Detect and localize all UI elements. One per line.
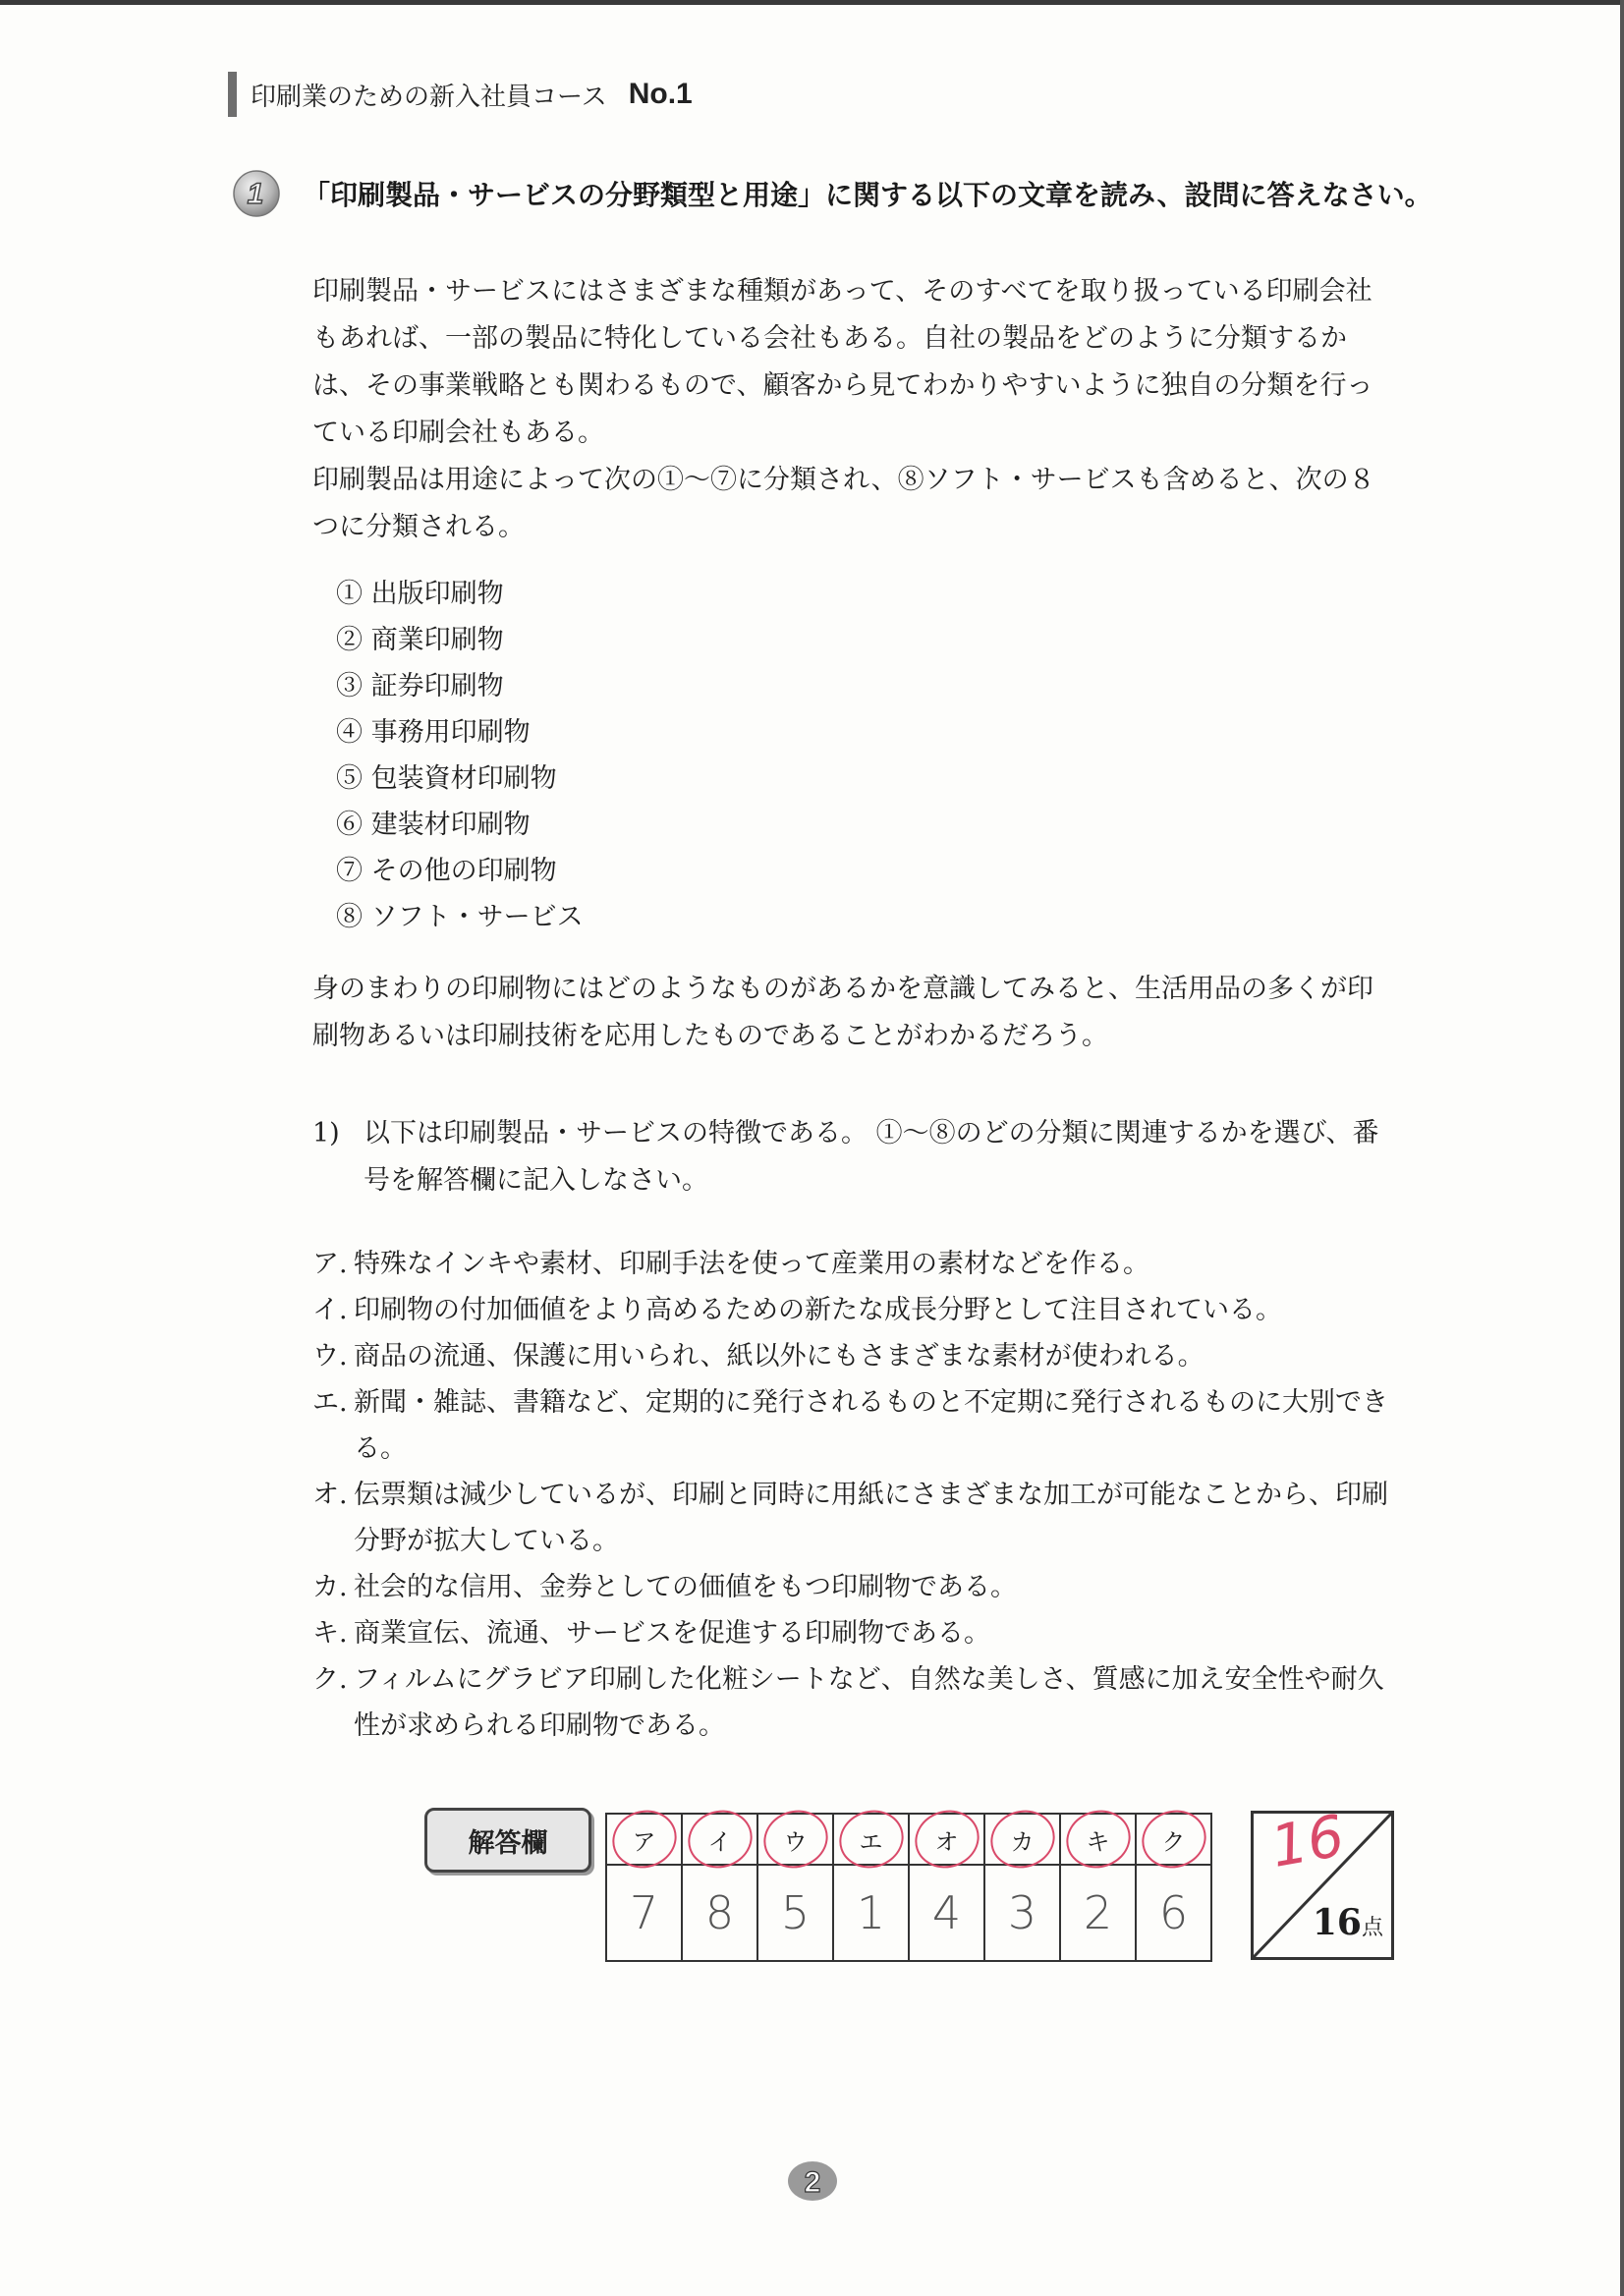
list-item: ④ 事務用印刷物	[336, 717, 531, 748]
answer-header-cell: ク	[1136, 1814, 1211, 1865]
page-number: 2	[804, 2166, 821, 2199]
statement-label: ア.	[312, 1249, 348, 1279]
answer-value-cell: 1	[833, 1865, 909, 1961]
answer-value-cell: 6	[1136, 1865, 1211, 1961]
closing-text: 身のまわりの印刷物にはどのようなものがあるかを意識してみると、生活用品の多くが印刷物あるいは印刷技術を応用したものであることがわかるだろう。	[312, 974, 1373, 1051]
answer-value-row	[606, 1865, 1211, 1961]
intro-line-1: 印刷製品・サービスにはさまざまな種類があって、そのすべてを取り扱っている印刷会社もあれば、一部の製品に特化している会社もある。自社の製品をどのように分類するかは、その事業戦略とも関わるもので、顧客から見てわかりやすいように独自の分類を行っている印刷会社もある。	[312, 276, 1373, 448]
statement-text: 新聞・雑誌、書籍など、定期的に発行されるものと不定期に発行されるものに大別できる。	[354, 1387, 1388, 1464]
statement-label: オ.	[312, 1480, 348, 1510]
score-earned: 16	[1265, 1802, 1350, 1880]
category-list	[336, 571, 584, 940]
answer-value-cell: 5	[757, 1865, 833, 1961]
statement-label: ク.	[312, 1664, 348, 1695]
statement-item	[312, 1241, 1393, 1287]
answer-value-cell: 4	[909, 1865, 984, 1961]
statement-text: 特殊なインキや素材、印刷手法を使って産業用の素材などを作る。	[354, 1249, 1149, 1279]
statement-item	[312, 1472, 1393, 1564]
statement-label: イ.	[312, 1295, 348, 1325]
subquestion	[312, 1110, 1393, 1204]
question-badge-number: 1	[247, 178, 264, 210]
closing-paragraph	[312, 966, 1393, 1060]
statement-text: 商業宣伝、流通、サービスを促進する印刷物である。	[354, 1618, 990, 1649]
right-border	[1620, 0, 1624, 2296]
statement-item	[312, 1656, 1393, 1749]
answer-value-cell: 8	[682, 1865, 757, 1961]
statement-item	[312, 1564, 1393, 1610]
statement-label: ウ.	[312, 1341, 348, 1372]
statement-item	[312, 1379, 1393, 1472]
statement-label: エ.	[312, 1387, 348, 1418]
statement-text: 伝票類は減少しているが、印刷と同時に用紙にさまざまな加工が可能なことから、印刷分野が拡大している。	[354, 1480, 1388, 1556]
answer-value-cell: 2	[1060, 1865, 1136, 1961]
list-item: ② 商業印刷物	[336, 625, 504, 655]
top-border	[0, 0, 1624, 5]
statement-text: 印刷物の付加価値をより高めるための新たな成長分野として注目されている。	[354, 1295, 1282, 1325]
statement-text: 商品の流通、保護に用いられ、紙以外にもさまざまな素材が使われる。	[354, 1341, 1204, 1372]
question-badge	[232, 169, 281, 218]
score-total: 16	[1312, 1902, 1362, 1943]
list-item: ⑤ 包装資材印刷物	[336, 763, 557, 794]
score-total-wrap	[1313, 1902, 1383, 1943]
answer-header-cell: エ	[833, 1814, 909, 1865]
header-bar	[228, 72, 237, 117]
list-item: ⑦ その他の印刷物	[336, 856, 557, 886]
intro-paragraph	[312, 268, 1393, 551]
list-item: ⑧ ソフト・サービス	[336, 902, 584, 932]
answer-header-cell: カ	[984, 1814, 1060, 1865]
statement-label: キ.	[312, 1618, 348, 1649]
intro-line-2: 印刷製品は用途によって次の①～⑦に分類され、⑧ソフト・サービスも含めると、次の８つに分類される。	[312, 465, 1375, 542]
statement-label: カ.	[312, 1572, 348, 1602]
answer-header-row	[606, 1814, 1211, 1865]
course-number: No.1	[628, 78, 693, 110]
subquestion-number: 1)	[312, 1118, 340, 1148]
question-text: 「印刷製品・サービスの分野類型と用途」に関する以下の文章を読み、設問に答えなさい。	[303, 179, 1432, 211]
score-unit: 点	[1361, 1916, 1383, 1940]
answer-label: 解答欄	[424, 1808, 591, 1873]
course-title: 印刷業のための新入社員コース	[251, 82, 607, 112]
page-header	[228, 72, 693, 117]
answer-header-cell: ウ	[757, 1814, 833, 1865]
subquestion-text: 以下は印刷製品・サービスの特徴である。 ①～⑧のどの分類に関連するかを選び、番号を解答欄に記入しなさい。	[364, 1118, 1379, 1196]
statement-text: フィルムにグラビア印刷した化粧シートなど、自然な美しさ、質感に加え安全性や耐久性が求められる印刷物である。	[354, 1664, 1384, 1741]
statement-item	[312, 1333, 1393, 1379]
list-item: ① 出版印刷物	[336, 579, 504, 609]
answer-header-cell: キ	[1060, 1814, 1136, 1865]
statement-item	[312, 1287, 1393, 1333]
answer-header-cell: オ	[909, 1814, 984, 1865]
list-item: ③ 証券印刷物	[336, 671, 504, 701]
answer-header-cell: ア	[606, 1814, 682, 1865]
statement-item	[312, 1610, 1393, 1656]
answer-table	[605, 1813, 1212, 1962]
statement-text: 社会的な信用、金券としての価値をもつ印刷物である。	[354, 1572, 1017, 1602]
answer-header-cell: イ	[682, 1814, 757, 1865]
statement-list	[312, 1241, 1393, 1749]
answer-value-cell: 3	[984, 1865, 1060, 1961]
score-box	[1251, 1802, 1394, 1960]
page-number-badge	[787, 2159, 838, 2203]
list-item: ⑥ 建装材印刷物	[336, 810, 531, 840]
answer-value-cell: 7	[606, 1865, 682, 1961]
